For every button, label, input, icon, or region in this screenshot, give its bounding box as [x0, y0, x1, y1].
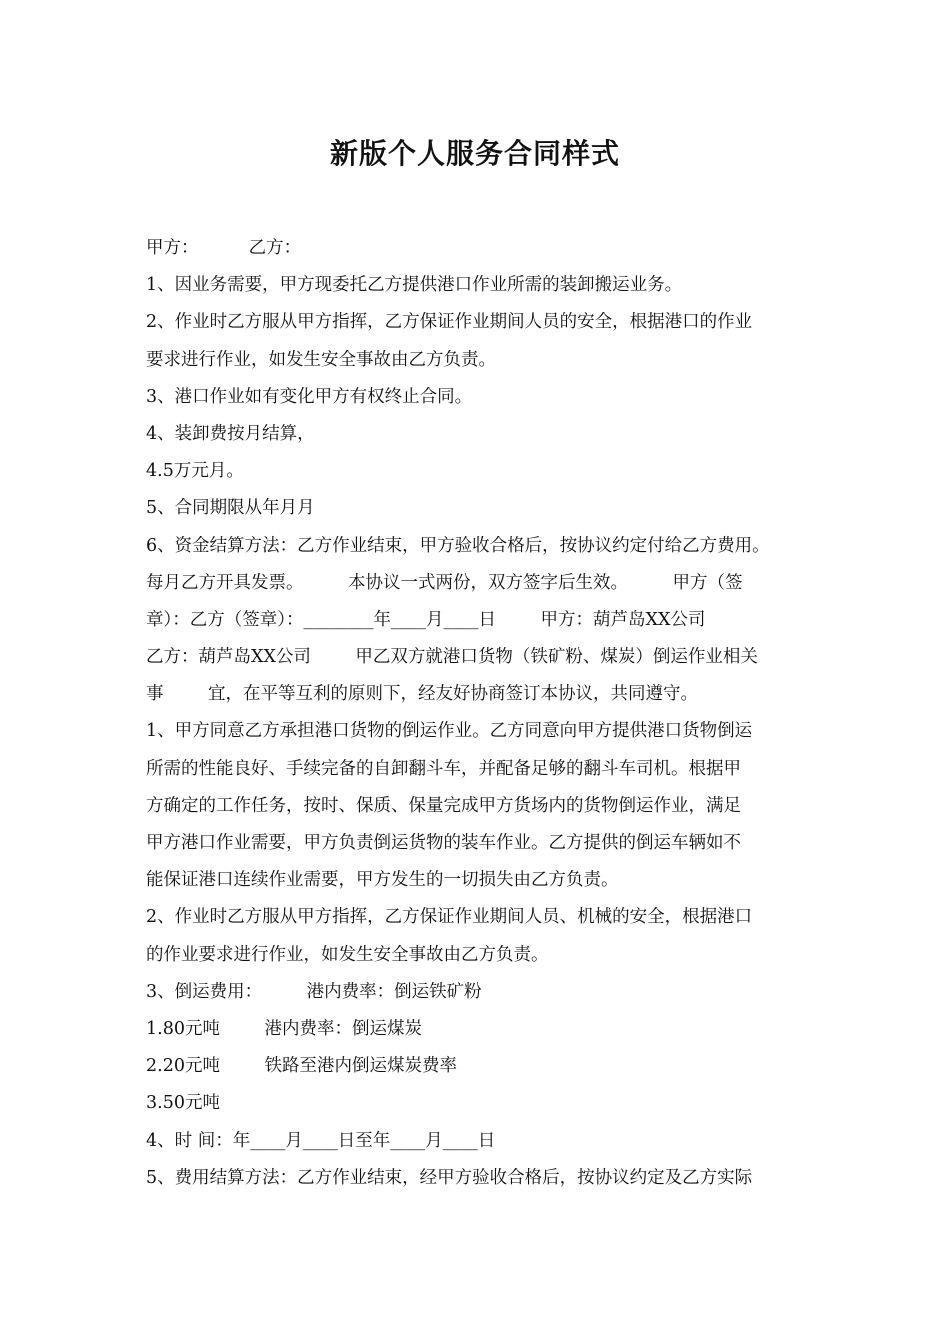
- document-body: [146, 230, 811, 1197]
- paragraph-line: 乙方：葫芦岛XX公司 甲乙双方就港口货物（铁矿粉、煤炭）倒运作业相关: [146, 647, 758, 668]
- paragraph-line: 甲方： 乙方：: [146, 238, 302, 258]
- paragraph-line: 2、作业时乙方服从甲方指挥，乙方保证作业期间人员的安全，根据港口的作业: [146, 312, 753, 333]
- paragraph-line: 要求进行作业，如发生安全事故由乙方负责。: [146, 349, 496, 370]
- paragraph-line: 2.20元吨 铁路至港内倒运煤炭费率: [146, 1056, 457, 1077]
- paragraph-line: 1.80元吨 港内费率：倒运煤炭: [146, 1018, 422, 1039]
- paragraph-line: 5、费用结算方法：乙方作业结束，经甲方验收合格后，按协议约定及乙方实际: [146, 1167, 753, 1188]
- paragraph-line: 能保证港口连续作业需要，甲方发生的一切损失由乙方负责。: [146, 870, 619, 891]
- paragraph-line: 的作业要求进行作业，如发生安全事故由乙方负责。: [146, 944, 549, 965]
- paragraph-line: 4.5万元月。: [146, 461, 244, 482]
- paragraph-line: 3、港口作业如有变化甲方有权终止合同。: [146, 386, 473, 407]
- paragraph-line: 5、合同期限从年月月: [146, 498, 315, 519]
- paragraph-line: 1、因业务需要，甲方现委托乙方提供港口作业所需的装卸搬运业务。: [146, 275, 683, 296]
- paragraph-line: 章）：乙方（签章）：________年____月____日 甲方：葫芦岛XX公司: [146, 609, 706, 630]
- paragraph-line: 事 宜，在平等互利的原则下，经友好协商签订本协议，共同遵守。: [146, 684, 698, 705]
- paragraph-line: 方确定的工作任务，按时、保质、保量完成甲方货场内的货物倒运作业，满足: [146, 795, 741, 816]
- document-title: 新版个人服务合同样式: [329, 137, 620, 170]
- paragraph-line: 3.50元吨: [146, 1093, 220, 1114]
- paragraph-line: 甲方港口作业需要，甲方负责倒运货物的装车作业。乙方提供的倒运车辆如不: [146, 833, 741, 853]
- paragraph-line: 6、资金结算方法：乙方作业结束，甲方验收合格后，按协议约定付给乙方费用。: [146, 535, 770, 556]
- paragraph-line: 每月乙方开具发票。 本协议一式两份，双方签字后生效。 甲方（签: [146, 572, 743, 593]
- paragraph-line: 4、时 间：年____月____日至年____月____日: [146, 1130, 496, 1151]
- paragraph-line: 所需的性能良好、手续完备的自卸翻斗车，并配备足够的翻斗车司机。根据甲: [146, 758, 741, 779]
- paragraph-line: 3、倒运费用： 港内费率：倒运铁矿粉: [146, 981, 482, 1002]
- paragraph-line: 4、装卸费按月结算，: [146, 423, 315, 444]
- paragraph-line: 1、甲方同意乙方承担港口货物的倒运作业。乙方同意向甲方提供港口货物倒运: [146, 721, 753, 742]
- paragraph-line: 2、作业时乙方服从甲方指挥，乙方保证作业期间人员、机械的安全，根据港口: [146, 907, 753, 928]
